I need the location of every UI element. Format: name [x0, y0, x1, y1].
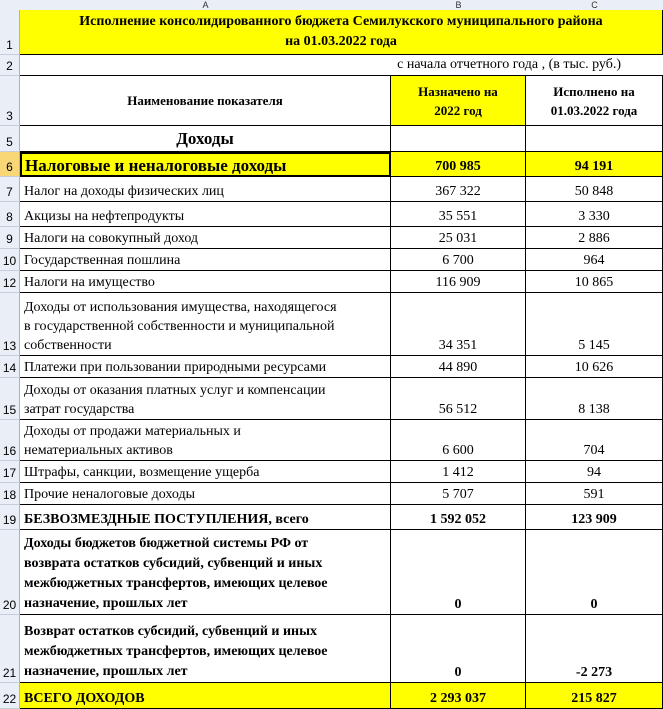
row-header[interactable]: 12 [0, 271, 20, 293]
executed-value[interactable] [526, 505, 663, 530]
indicator-name[interactable] [20, 615, 391, 683]
row-header[interactable]: 7 [0, 177, 20, 202]
planned-value[interactable] [391, 227, 526, 249]
row-header[interactable]: 20 [0, 530, 20, 615]
planned-value-text: 56 512 [438, 402, 478, 417]
planned-value-text: 1 412 [442, 465, 474, 480]
planned-value-text: 2 293 037 [430, 691, 486, 706]
executed-value-text: 964 [583, 253, 605, 268]
executed-value-text: 215 827 [571, 691, 617, 706]
section-label[interactable] [20, 126, 391, 152]
planned-value[interactable] [391, 483, 526, 505]
planned-value[interactable] [391, 530, 526, 615]
indicator-name-text: БЕЗВОЗМЕЗДНЫЕ ПОСТУПЛЕНИЯ, всего [24, 512, 309, 527]
indicator-name-text: Платежи при пользовании природными ресурсами [24, 360, 327, 375]
header-planned[interactable] [391, 76, 526, 126]
report-title-line2: на 01.03.2022 года [285, 34, 397, 49]
indicator-name-text: Налоги на совокупный доход [24, 231, 199, 246]
executed-value-text: 94 191 [574, 159, 614, 174]
indicator-name-text: Государственная пошлина [24, 253, 181, 268]
indicator-name-text [24, 381, 325, 419]
column-header-b[interactable]: B [391, 0, 526, 11]
executed-value[interactable] [526, 615, 663, 683]
planned-value[interactable] [391, 356, 526, 378]
row-header[interactable]: 14 [0, 356, 20, 378]
planned-value[interactable] [391, 683, 526, 709]
row-header[interactable]: 10 [0, 249, 20, 271]
executed-value-text: 0 [590, 597, 598, 612]
report-title-line1: Исполнение консолидированного бюджета Семилукского муниципального района [79, 14, 603, 29]
indicator-name[interactable] [20, 378, 391, 420]
planned-value[interactable] [391, 152, 526, 177]
planned-value-text: 116 909 [435, 275, 481, 290]
section-empty-b[interactable] [391, 126, 526, 152]
executed-value-text: 5 145 [578, 338, 610, 353]
planned-value[interactable] [391, 461, 526, 483]
indicator-name-text: Налог на доходы физических лиц [24, 184, 224, 199]
indicator-name-line: межбюджетных трансфертов, имеющих целевое [24, 644, 328, 659]
indicator-name-line: возврата остатков субсидий, субвенций и иных [24, 556, 323, 571]
executed-value-text: 123 909 [571, 512, 617, 527]
row-header[interactable]: 8 [0, 202, 20, 227]
planned-value[interactable] [391, 249, 526, 271]
planned-value-text: 44 890 [438, 360, 478, 375]
indicator-name-text: Налоговые и неналоговые доходы [25, 156, 287, 175]
column-header-a[interactable]: A [20, 0, 391, 11]
indicator-name[interactable] [20, 683, 391, 709]
header-name-text: Наименование показателя [127, 93, 283, 108]
planned-value-text: 0 [454, 665, 462, 680]
indicator-name[interactable] [20, 293, 391, 356]
indicator-name-line: нематериальных активов [24, 443, 173, 458]
executed-value-text: -2 273 [575, 665, 613, 680]
units-note[interactable] [20, 55, 663, 76]
units-note-text: с начала отчетного года , (в тыс. руб.) [397, 57, 621, 72]
indicator-name[interactable] [20, 202, 391, 227]
indicator-name-line: затрат государства [24, 402, 135, 417]
planned-value-text: 25 031 [438, 231, 478, 246]
executed-value-text: 3 330 [578, 209, 610, 224]
planned-value-text: 6 700 [442, 253, 474, 268]
row-header[interactable]: 5 [0, 126, 20, 152]
executed-value[interactable] [526, 483, 663, 505]
planned-value[interactable] [391, 505, 526, 530]
planned-value-text: 700 985 [435, 159, 481, 174]
planned-value[interactable] [391, 177, 526, 202]
planned-value-text: 34 351 [438, 338, 478, 353]
row-header[interactable]: 21 [0, 615, 20, 683]
indicator-name-line: Доходы от оказания платных услуг и компенсации [24, 383, 326, 398]
indicator-name-text [24, 622, 328, 682]
row-header[interactable]: 3 [0, 76, 20, 126]
executed-value[interactable] [526, 177, 663, 202]
executed-value-text: 704 [583, 443, 605, 458]
indicator-name-line: назначение, прошлых лет [24, 664, 188, 679]
header-executed-text: Исполнено на 01.03.2022 года [550, 83, 638, 118]
executed-value[interactable] [526, 152, 663, 177]
indicator-name[interactable] [20, 505, 391, 530]
row-header[interactable]: 19 [0, 505, 20, 530]
row-header[interactable]: 16 [0, 420, 20, 461]
report-title[interactable] [20, 10, 663, 55]
executed-value[interactable] [526, 378, 663, 420]
indicator-name-text [24, 534, 328, 614]
row-header[interactable]: 1 [0, 10, 20, 55]
indicator-name[interactable] [20, 227, 391, 249]
indicator-name-text: Акцизы на нефтепродукты [24, 209, 185, 224]
indicator-name-line: Возврат остатков субсидий, субвенций и иных [24, 624, 318, 639]
indicator-name[interactable] [20, 483, 391, 505]
executed-value-text: 10 626 [574, 360, 614, 375]
executed-value-text: 94 [587, 465, 601, 480]
executed-value[interactable] [526, 420, 663, 461]
indicator-name-line: Доходы от продажи материальных и [24, 424, 241, 439]
executed-value-text: 2 886 [578, 231, 610, 246]
planned-value[interactable] [391, 378, 526, 420]
planned-value-text: 6 600 [442, 443, 474, 458]
indicator-name-text: Штрафы, санкции, возмещение ущерба [24, 465, 260, 480]
planned-value[interactable] [391, 420, 526, 461]
indicator-name-line: собственности [24, 338, 112, 353]
indicator-name-line: Доходы от использования имущества, находящегося [24, 300, 337, 315]
planned-value[interactable] [391, 271, 526, 293]
planned-value-text: 5 707 [442, 487, 474, 502]
planned-value[interactable] [391, 202, 526, 227]
row-header[interactable]: 15 [0, 378, 20, 420]
section-empty-c[interactable] [526, 126, 663, 152]
indicator-name-text: Прочие неналоговые доходы [24, 487, 196, 502]
executed-value-text: 591 [583, 487, 605, 502]
executed-value[interactable] [526, 293, 663, 356]
section-label-text: Доходы [176, 129, 234, 148]
planned-value-text: 1 592 052 [430, 512, 486, 527]
executed-value[interactable] [526, 202, 663, 227]
executed-value-text: 50 848 [574, 184, 614, 199]
header-planned-text: Назначено на 2022 год [418, 83, 498, 118]
planned-value[interactable] [391, 615, 526, 683]
header-executed[interactable] [526, 76, 663, 126]
planned-value-text: 0 [454, 597, 462, 612]
row-header[interactable]: 13 [0, 293, 20, 356]
executed-value[interactable] [526, 227, 663, 249]
executed-value[interactable] [526, 249, 663, 271]
indicator-name-line: в государственной собственности и муниципальной [24, 319, 335, 334]
header-name[interactable] [20, 76, 391, 126]
executed-value-text: 10 865 [574, 275, 614, 290]
indicator-name[interactable] [20, 152, 391, 177]
indicator-name[interactable] [20, 356, 391, 378]
indicator-name[interactable] [20, 420, 391, 461]
planned-value-text: 367 322 [435, 184, 481, 199]
row-header[interactable]: 22 [0, 683, 20, 709]
row-header[interactable]: 17 [0, 461, 20, 483]
executed-value[interactable] [526, 530, 663, 615]
indicator-name[interactable] [20, 271, 391, 293]
indicator-name-line: межбюджетных трансфертов, имеющих целевое [24, 576, 328, 591]
indicator-name-text [24, 298, 337, 355]
column-header-c[interactable]: C [526, 0, 663, 11]
executed-value-text: 8 138 [578, 402, 610, 417]
executed-value[interactable] [526, 271, 663, 293]
row-header[interactable]: 2 [0, 55, 20, 76]
row-header[interactable]: 18 [0, 483, 20, 505]
indicator-name-text [24, 422, 241, 460]
indicator-name[interactable] [20, 249, 391, 271]
executed-value[interactable] [526, 461, 663, 483]
planned-value-text: 35 551 [438, 209, 478, 224]
indicator-name-text: ВСЕГО ДОХОДОВ [24, 691, 145, 706]
row-header[interactable]: 6 [0, 152, 20, 177]
indicator-name-line: Доходы бюджетов бюджетной системы РФ от [24, 536, 309, 551]
planned-value[interactable] [391, 293, 526, 356]
executed-value[interactable] [526, 683, 663, 709]
indicator-name[interactable] [20, 177, 391, 202]
executed-value[interactable] [526, 356, 663, 378]
indicator-name[interactable] [20, 461, 391, 483]
row-header[interactable]: 9 [0, 227, 20, 249]
indicator-name-line: назначение, прошлых лет [24, 596, 188, 611]
indicator-name[interactable] [20, 530, 391, 615]
indicator-name-text: Налоги на имущество [24, 275, 155, 290]
